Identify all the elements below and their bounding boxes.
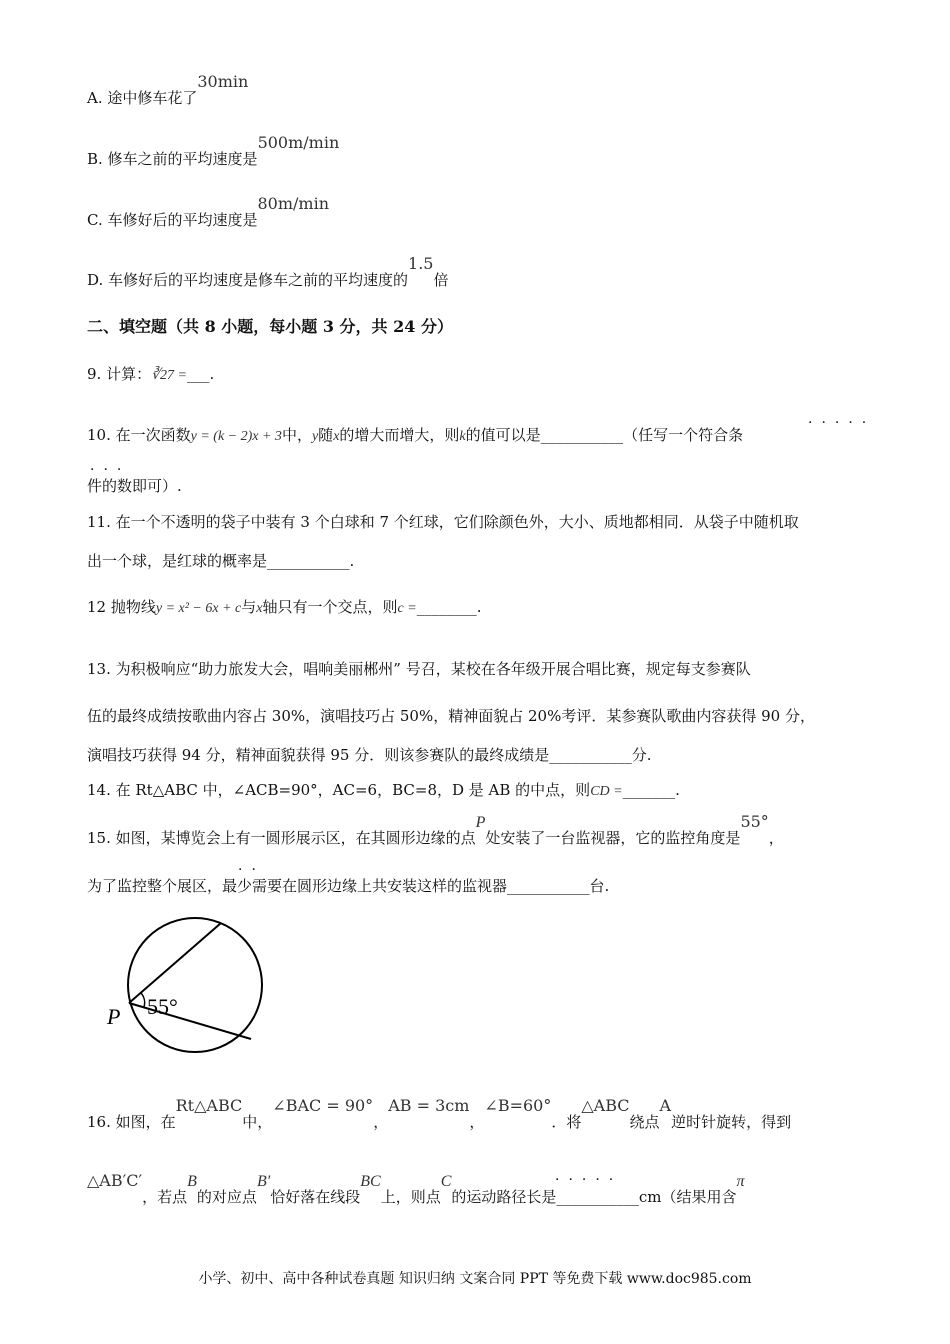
q9-math: ∛27 =: [151, 368, 187, 383]
q16-math-1: Rt△ABC: [175, 1096, 243, 1115]
angle-arc: [141, 993, 145, 1007]
page-footer: 小学、初中、高中各种试卷真题 知识归纳 文案合同 PPT 等免费下载 www.doc985.com: [198, 1271, 752, 1287]
q16-l2-math-4: BC: [360, 1173, 381, 1190]
q10-text-5: 的值可以是___________（任写一个符合条: [465, 426, 744, 444]
question-11-line1: 11. 在一个不透明的袋子中装有 3 个白球和 7 个红球，它们除颜色外，大小、质地都相同．从袋子中随机取: [87, 513, 799, 531]
q10-math-k: k: [459, 429, 466, 444]
question-9: [87, 364, 214, 386]
option-a-text: A. 途中修车花了: [87, 89, 198, 107]
q10-text: 10. 在一次函数: [87, 426, 191, 444]
option-c: [87, 194, 329, 230]
option-d-math: 1.5: [408, 254, 434, 273]
q16-l2-text-3: 恰好落在线段: [270, 1188, 361, 1206]
q16-text-4: ，: [469, 1113, 485, 1131]
q16-text-7: 逆时针旋转，得到: [671, 1113, 792, 1131]
q16-math-4: ∠B=60°: [484, 1096, 552, 1115]
q16-math-3: AB = 3cm: [388, 1096, 470, 1115]
q9-text: 9. 计算：: [87, 365, 152, 383]
q10-math-function: y = (k − 2)x + 3: [190, 429, 282, 444]
option-d: [87, 254, 449, 290]
option-a-math: 30min: [197, 72, 249, 91]
q14-math: CD =: [590, 784, 623, 799]
q12-math-c: c =: [397, 601, 417, 616]
q16-l2-text-4: 上，则点: [380, 1188, 441, 1206]
question-13-line1: 13. 为积极响应“助力旅发大会，唱响美丽郴州” 号召，某校在各年级开展合唱比赛，规定每支参赛队: [87, 660, 751, 678]
q16-text: 16. 如图，在: [87, 1113, 176, 1131]
option-d-text: D. 车修好后的平均速度是修车之前的平均速度的: [87, 271, 409, 289]
q12-blank: ________.: [416, 598, 482, 616]
q14-text: 14. 在 Rt△ABC 中，∠ACB=90°，AC=6，BC=8，D 是 AB 的中点，则: [87, 781, 591, 799]
section-title: 二、填空题（共 8 小题，每小题 3 分，共 24 分）: [87, 317, 453, 336]
question-11-line2: 出一个球，是红球的概率是___________.: [87, 552, 355, 570]
emphasis-dots: ··: [238, 862, 265, 878]
q16-text-5: ．将: [551, 1113, 582, 1131]
question-10-cont: 件的数即可）.: [87, 477, 182, 495]
q12-text-2: 与: [241, 598, 257, 616]
q12-math-parabola: y = x² − 6x + c: [155, 601, 242, 616]
question-10: [87, 425, 743, 447]
q15-text: 15. 如图，某博览会上有一圆形展示区，在其圆形边缘的点: [87, 829, 476, 847]
q16-math-2: ∠BAC = 90°: [272, 1096, 374, 1115]
circle-figure: [100, 905, 290, 1075]
q16-l2-text-1: ，若点: [142, 1188, 188, 1206]
q12-text: 12 抛物线: [87, 598, 156, 616]
q15-text-2: 处安装了一台监视器，它的监控角度是: [485, 829, 741, 847]
option-a: [87, 72, 249, 108]
question-12: [87, 597, 481, 619]
q10-math-x: x: [333, 429, 340, 444]
q10-text-4: 的增大而增大，则: [339, 426, 460, 444]
q15-math-p: P: [475, 814, 486, 831]
q10-text-3: 随: [318, 426, 334, 444]
q16-math-6: A: [659, 1096, 672, 1115]
q12-math-x: x: [256, 601, 263, 616]
q16-text-6: 绕点: [629, 1113, 660, 1131]
q16-l2-text-2: 的对应点: [196, 1188, 257, 1206]
option-c-unit: /min: [293, 194, 329, 213]
q15-math-angle: 55°: [740, 812, 769, 831]
q12-text-3: 轴只有一个交点，则: [262, 598, 398, 616]
q16-l2-math-2: B: [187, 1173, 197, 1190]
option-b-text: B. 修车之前的平均速度是: [87, 150, 258, 168]
question-16: [87, 1096, 792, 1132]
question-13-line2: 伍的最终成绩按歌曲内容占 30%，演唱技巧占 50%，精神面貌占 20%考评．某参赛队歌曲内容获得 90 分，: [87, 707, 815, 725]
q16-math-5: △ABC: [581, 1096, 630, 1115]
question-13-line3: 演唱技巧获得 94 分，精神面貌获得 95 分．则该参赛队的最终成绩是___________分.: [87, 746, 652, 764]
option-b: [87, 133, 340, 169]
q16-text-2: 中，: [242, 1113, 273, 1131]
q16-l2-math-6: π: [736, 1173, 745, 1190]
figure-label-angle: 55°: [147, 994, 178, 1019]
option-d-tail: 倍: [433, 271, 449, 289]
q16-text-3: ，: [373, 1113, 389, 1131]
q9-blank: ___.: [186, 365, 215, 383]
option-c-text: C. 车修好后的平均速度是: [87, 211, 258, 229]
q14-blank: _______.: [622, 781, 680, 799]
q10-text-2: 中，: [281, 426, 312, 444]
q16-l2-math-5: C: [440, 1173, 452, 1190]
q16-l2-text-5: 的运动路径长是___________cm（结果用含: [451, 1188, 737, 1206]
question-15-line2: 为了监控整个展区，最少需要在圆形边缘上共安装这样的监视器___________台.: [87, 877, 610, 895]
emphasis-dots: ···: [90, 462, 131, 478]
option-c-math: 80m: [257, 194, 294, 213]
question-16-line2: [87, 1171, 745, 1208]
q16-l2-math-3: B′: [256, 1173, 271, 1190]
question-15: [87, 812, 784, 849]
option-b-unit: /min: [303, 133, 340, 152]
q15-text-3: ，: [768, 829, 784, 847]
emphasis-dots: ·····: [555, 1172, 623, 1188]
figure-label-p: P: [107, 1004, 121, 1029]
emphasis-dots: ·····: [808, 415, 876, 431]
q16-l2-math-1: △AB′C′: [87, 1171, 143, 1190]
question-14: [87, 780, 680, 802]
option-b-math: 500m: [257, 133, 304, 152]
chord-upper: [129, 923, 221, 1003]
q10-math-y: y: [311, 429, 319, 444]
circle-outline: [128, 918, 262, 1052]
